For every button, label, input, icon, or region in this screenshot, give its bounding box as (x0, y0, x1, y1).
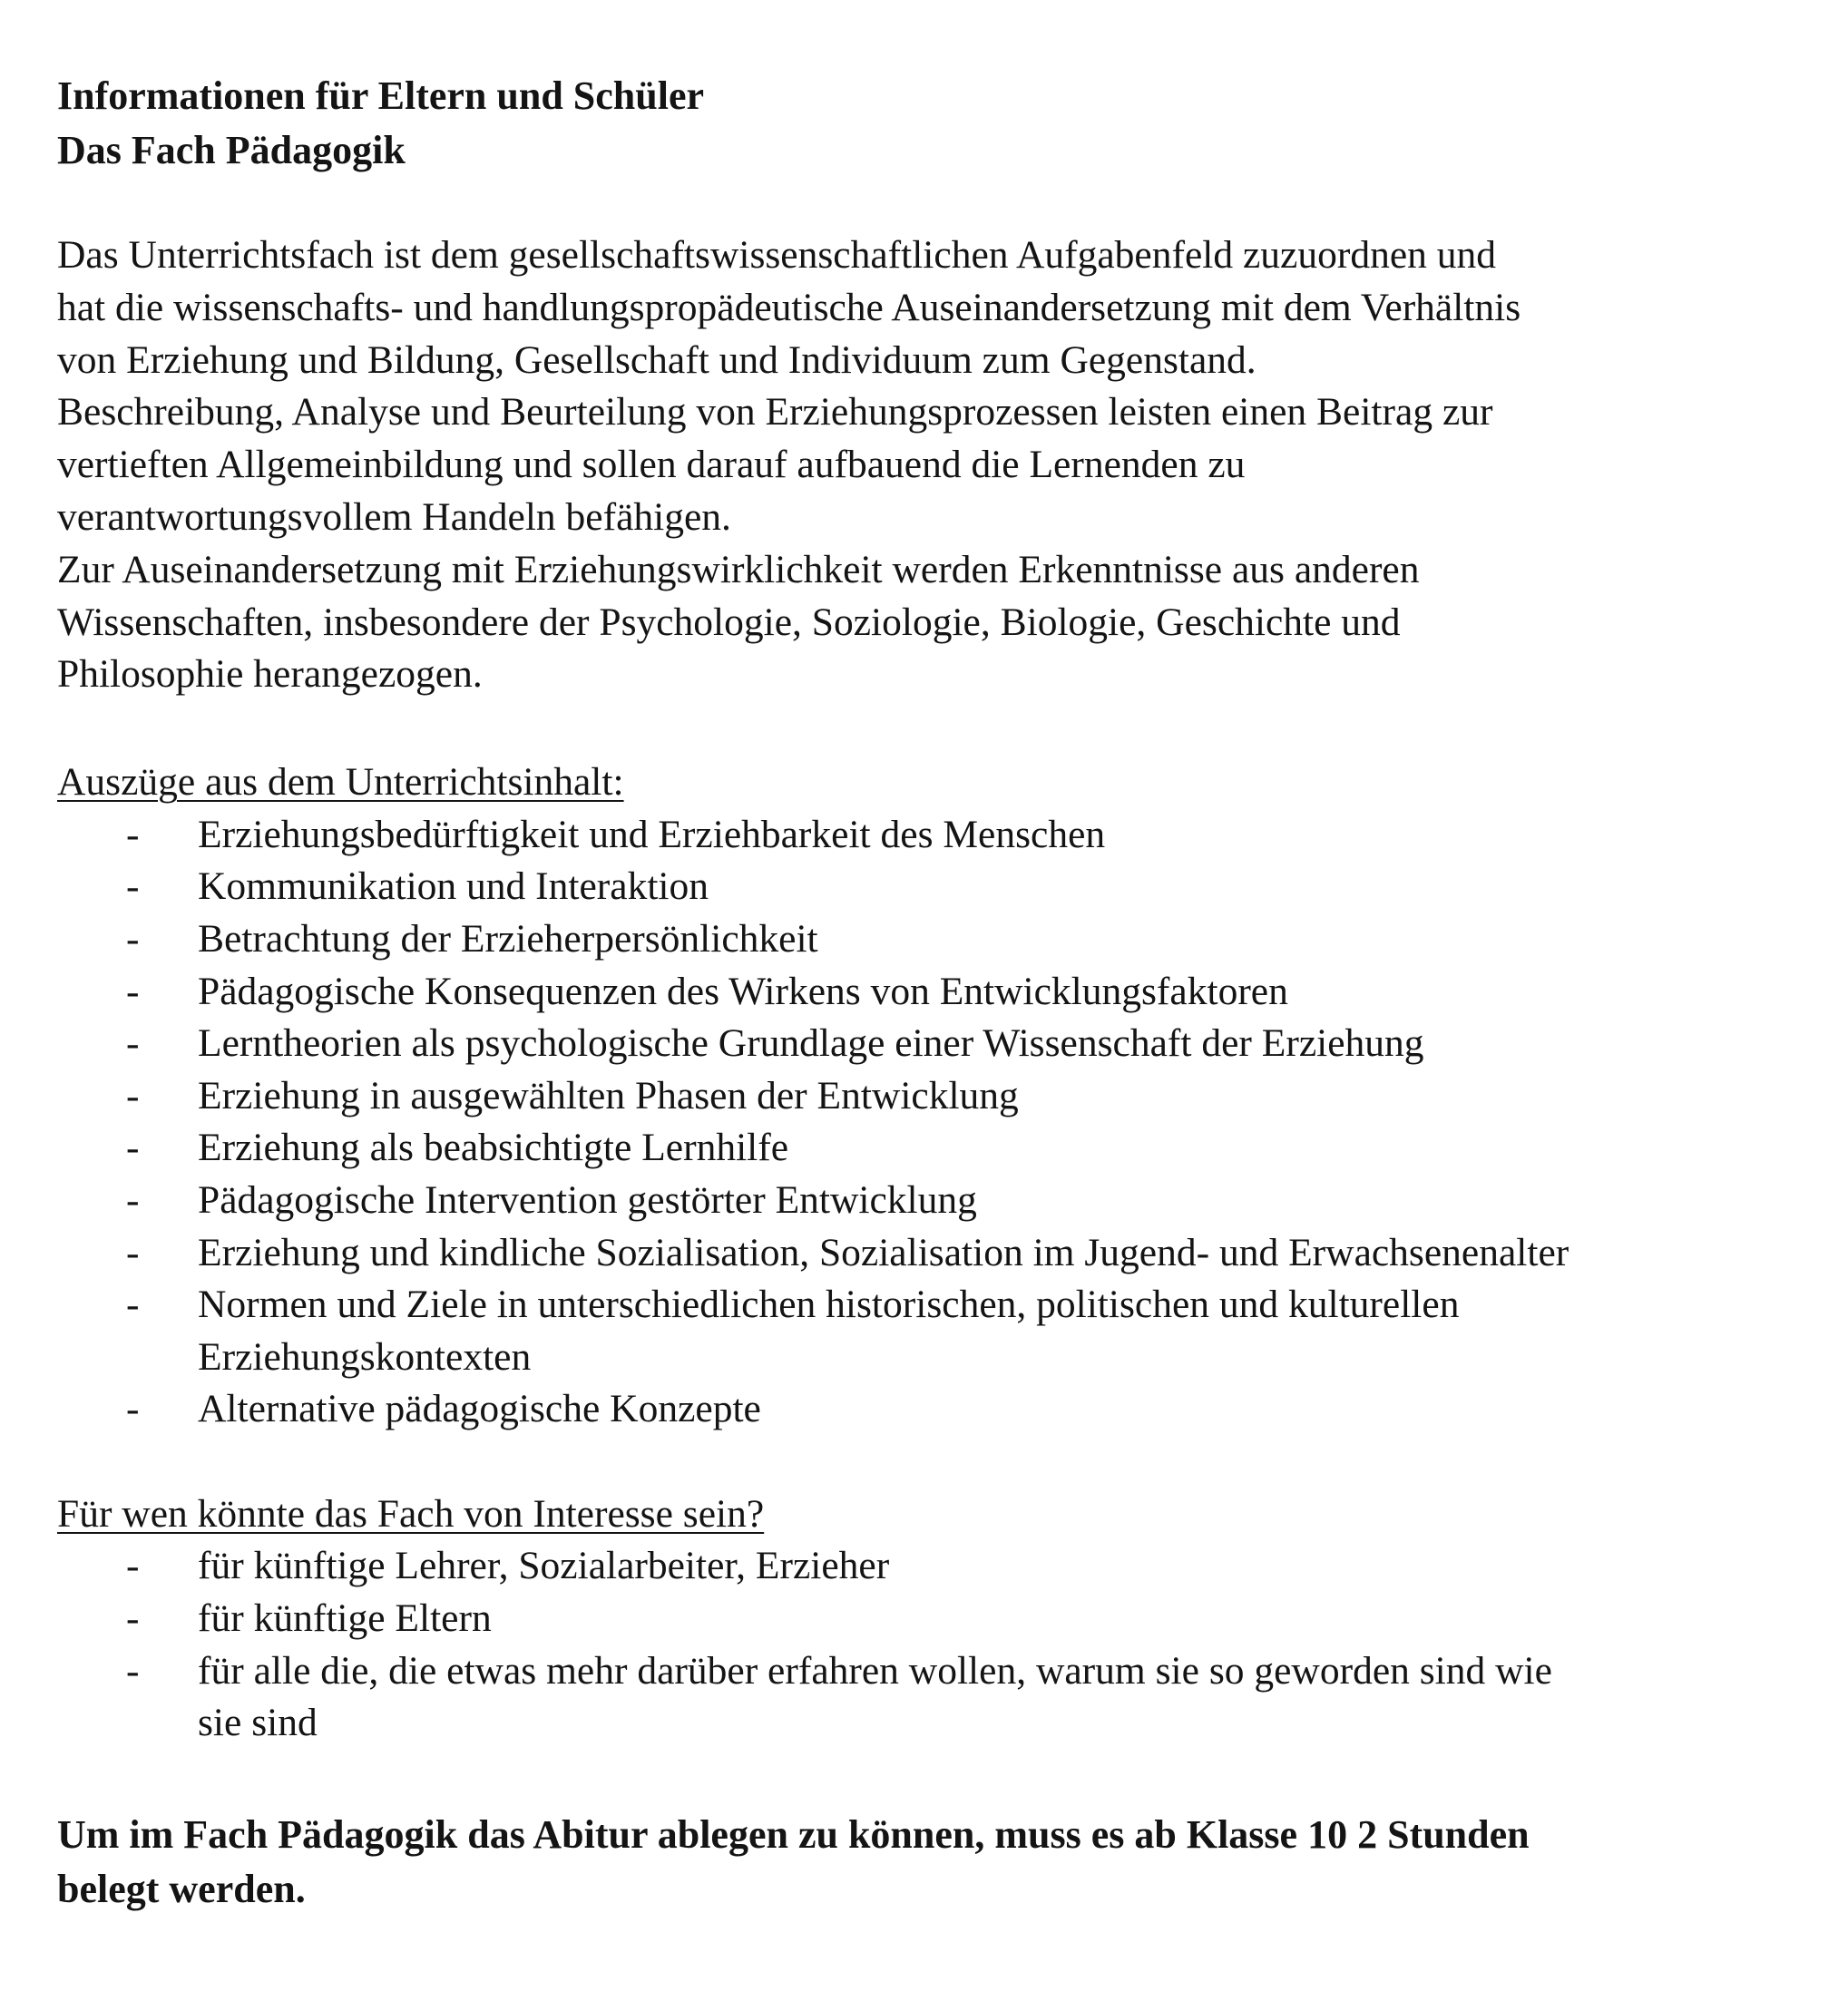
dash-bullet: - (126, 1544, 140, 1588)
content-list-item (57, 1018, 1808, 1070)
content-list-item-text: Erziehung als beabsichtigte Lernhilfe (198, 1126, 789, 1170)
content-list-item (57, 1383, 1808, 1436)
content-list-item-text: Kommunikation und Interaktion (198, 864, 709, 909)
intro-line: hat die wissenschafts- und handlungspropädeutische Auseinandersetzung mit dem Verhältnis (57, 285, 1521, 329)
content-list-item-text: Erziehungskontexten (198, 1334, 532, 1379)
dash-bullet: - (126, 1021, 140, 1066)
final-note-line: belegt werden. (57, 1866, 306, 1911)
audience-section-title: Für wen könnte das Fach von Interesse sein? (57, 1491, 765, 1536)
audience-list-item (57, 1593, 1808, 1645)
audience-list-item-text: für alle die, die etwas mehr darüber erfahren wollen, warum sie so geworden sind wie (198, 1648, 1552, 1693)
dash-bullet: - (126, 969, 140, 1013)
intro-line: von Erziehung und Bildung, Gesellschaft und Individuum zum Gegenstand. (57, 337, 1256, 382)
dash-bullet: - (126, 1648, 140, 1693)
final-note-line: Um im Fach Pädagogik das Abitur ablegen zu können, muss es ab Klasse 10 2 Stunden (57, 1811, 1530, 1857)
document-content (57, 69, 1808, 1917)
dash-bullet: - (126, 1283, 140, 1327)
content-list-item (57, 861, 1808, 913)
content-list-item-text: Lerntheorien als psychologische Grundlage einer Wissenschaft der Erziehung (198, 1021, 1424, 1066)
content-list-item-text: Pädagogische Konsequenzen des Wirkens von Entwicklungsfaktoren (198, 969, 1288, 1013)
dash-bullet: - (126, 864, 140, 909)
content-list-item (57, 966, 1808, 1019)
document-subtitle: Das Fach Pädagogik (57, 128, 406, 172)
document-title: Informationen für Eltern und Schüler (57, 73, 705, 118)
content-list (57, 809, 1808, 1436)
content-list-item-text: Betrachtung der Erzieherpersönlichkeit (198, 916, 818, 961)
intro-line: verantwortungsvollem Handeln befähigen. (57, 494, 731, 539)
content-list-item (57, 809, 1808, 862)
dash-bullet: - (126, 812, 140, 856)
final-note (57, 1808, 1808, 1917)
dash-bullet: - (126, 1073, 140, 1117)
content-list-item (57, 1070, 1808, 1123)
content-list-item-text: Alternative pädagogische Konzepte (198, 1387, 761, 1431)
dash-bullet: - (126, 1596, 140, 1641)
audience-list-item-text: für künftige Eltern (198, 1596, 492, 1641)
dash-bullet: - (126, 1177, 140, 1222)
content-list-item-text: Erziehungsbedürftigkeit und Erziehbarkeit des Menschen (198, 812, 1106, 856)
content-list-item-text: Pädagogische Intervention gestörter Entwicklung (198, 1177, 977, 1222)
intro-line: Philosophie herangezogen. (57, 652, 483, 697)
audience-list-item-text: für künftige Lehrer, Sozialarbeiter, Erzieher (198, 1544, 890, 1588)
content-list-item-text: Erziehung und kindliche Sozialisation, Sozialisation im Jugend- und Erwachsenenalter (198, 1230, 1569, 1274)
content-list-item (57, 1122, 1808, 1175)
intro-paragraph (57, 229, 1808, 701)
dash-bullet: - (126, 1387, 140, 1431)
dash-bullet: - (126, 1126, 140, 1170)
intro-line: Beschreibung, Analyse und Beurteilung von Erziehungsprozessen leisten einen Beitrag zur (57, 390, 1493, 434)
content-list-item-text: Erziehung in ausgewählten Phasen der Entwicklung (198, 1073, 1019, 1117)
intro-line: Zur Auseinandersetzung mit Erziehungswirklichkeit werden Erkenntnisse aus anderen (57, 547, 1420, 591)
content-section-title: Auszüge aus dem Unterrichtsinhalt: (57, 760, 624, 805)
intro-line: Das Unterrichtsfach ist dem gesellschaftswissenschaftlichen Aufgabenfeld zuzuordnen und (57, 233, 1497, 277)
audience-list-item (57, 1540, 1808, 1593)
audience-list-item-text: sie sind (198, 1701, 318, 1745)
dash-bullet: - (126, 916, 140, 961)
intro-line: vertieften Allgemeinbildung und sollen darauf aufbauend die Lernenden zu (57, 443, 1246, 487)
content-list-item-text: Normen und Ziele in unterschiedlichen historischen, politischen und kulturellen (198, 1283, 1460, 1327)
content-list-item (57, 913, 1808, 966)
dash-bullet: - (126, 1230, 140, 1274)
content-list-item (57, 1227, 1808, 1280)
audience-list-item (57, 1645, 1808, 1750)
audience-list (57, 1540, 1808, 1749)
content-list-item (57, 1279, 1808, 1383)
intro-line: Wissenschaften, insbesondere der Psychologie, Soziologie, Biologie, Geschichte und (57, 600, 1401, 644)
content-list-item (57, 1175, 1808, 1227)
